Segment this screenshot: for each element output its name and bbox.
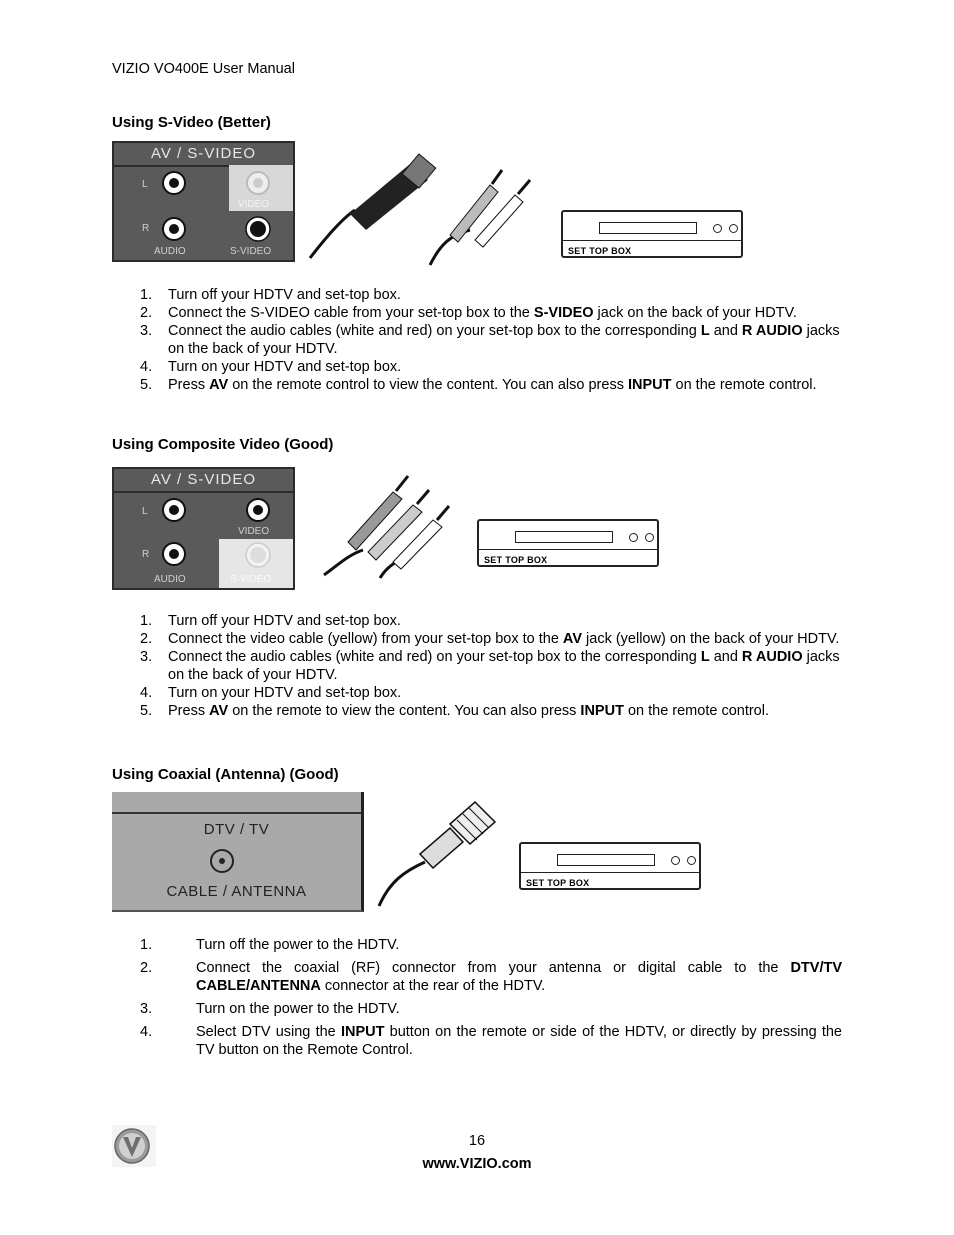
- set-top-box: [519, 842, 701, 890]
- stb-label: SET TOP BOX: [526, 878, 590, 888]
- list-item: 2. Connect the S-VIDEO cable from your set-top box to the S-VIDEO jack on the back of your HDTV.: [140, 305, 797, 321]
- stb-label: SET TOP BOX: [568, 246, 632, 256]
- stb-slot: [515, 531, 613, 543]
- label-svideo: S-VIDEO: [230, 574, 272, 585]
- list-item: 5. Press AV on the remote to view the content. You can also press INPUT on the remote control.: [140, 703, 769, 719]
- list-item: 1. Turn off your HDTV and set-top box.: [140, 613, 401, 629]
- stb-button: [645, 533, 654, 542]
- list-item: 5. Press AV on the remote control to view the content. You can also press INPUT on the remote control.: [140, 377, 817, 393]
- page-number: 16: [468, 1133, 486, 1149]
- label-audio: AUDIO: [154, 246, 186, 257]
- set-top-box: [477, 519, 659, 567]
- label-svideo: S-VIDEO: [230, 246, 272, 257]
- label-l: L: [142, 179, 148, 190]
- coax-panel: [112, 792, 364, 912]
- steps-svideo: [140, 286, 852, 394]
- panel-line-2: CABLE / ANTENNA: [166, 883, 307, 900]
- section-title-composite: Using Composite Video (Good): [112, 436, 334, 453]
- stb-label: SET TOP BOX: [484, 555, 548, 565]
- label-video: VIDEO: [238, 199, 270, 210]
- label-r: R: [142, 223, 150, 234]
- list-item: 3. Connect the audio cables (white and red) on your set-top box to the corresponding L and R AUDIO jacks on the back of your HDTV.: [140, 323, 840, 357]
- list-item: 1. Turn off your HDTV and set-top box.: [140, 287, 401, 303]
- coax-cable: [375, 796, 505, 911]
- jack-graphics: [114, 143, 293, 260]
- list-item: 2. Connect the video cable (yellow) from your set-top box to the AV jack (yellow) on the back of your HDTV.: [140, 631, 840, 647]
- stb-divider: [563, 240, 741, 241]
- list-item: 3. Connect the audio cables (white and red) on your set-top box to the corresponding L and R AUDIO jacks on the back of your HDTV.: [140, 649, 840, 683]
- list-item: 4. Select DTV using the INPUT button on the remote or side of the HDTV, or directly by pressing the TV button on the Remote Control.: [140, 1024, 842, 1058]
- stb-button: [629, 533, 638, 542]
- coax-jack-icon: [209, 848, 235, 874]
- panel-line-1: DTV / TV: [203, 821, 270, 838]
- list-item: 4. Turn on your HDTV and set-top box.: [140, 685, 402, 701]
- label-r: R: [142, 549, 150, 560]
- stb-button: [729, 224, 738, 233]
- stb-slot: [599, 222, 697, 234]
- label-audio: AUDIO: [154, 574, 186, 585]
- footer-url: www.VIZIO.com: [422, 1156, 532, 1172]
- steps-composite: [140, 612, 852, 720]
- list-item: 1. Turn off the power to the HDTV.: [140, 937, 400, 953]
- document-header: VIZIO VO400E User Manual: [112, 61, 295, 77]
- panel-title: AV / S-VIDEO: [114, 143, 293, 167]
- stb-slot: [557, 854, 655, 866]
- section-title-svideo: Using S-Video (Better): [112, 114, 271, 131]
- panel-title: AV / S-VIDEO: [114, 469, 293, 493]
- label-video: VIDEO: [238, 526, 270, 537]
- cables-rca: [318, 470, 458, 582]
- stb-button: [671, 856, 680, 865]
- av-svideo-panel: [112, 141, 295, 262]
- label-l: L: [142, 506, 148, 517]
- list-item: 4. Turn on your HDTV and set-top box.: [140, 359, 402, 375]
- steps-coaxial: [140, 936, 842, 1059]
- cables-svideo-rca: [300, 150, 560, 270]
- stb-button: [687, 856, 696, 865]
- panel-divider: [112, 812, 361, 814]
- av-svideo-panel: [112, 467, 295, 590]
- stb-button: [713, 224, 722, 233]
- stb-divider: [521, 872, 699, 873]
- stb-divider: [479, 549, 657, 550]
- set-top-box: [561, 210, 743, 258]
- section-title-coaxial: Using Coaxial (Antenna) (Good): [112, 766, 339, 783]
- list-item: 3. Turn on the power to the HDTV.: [140, 1001, 400, 1017]
- jack-graphics: [114, 469, 293, 588]
- list-item: 2. Connect the coaxial (RF) connector from your antenna or digital cable to the DTV/TV CABLE/ANTENNA connector at the rear of the HDTV.: [140, 960, 842, 994]
